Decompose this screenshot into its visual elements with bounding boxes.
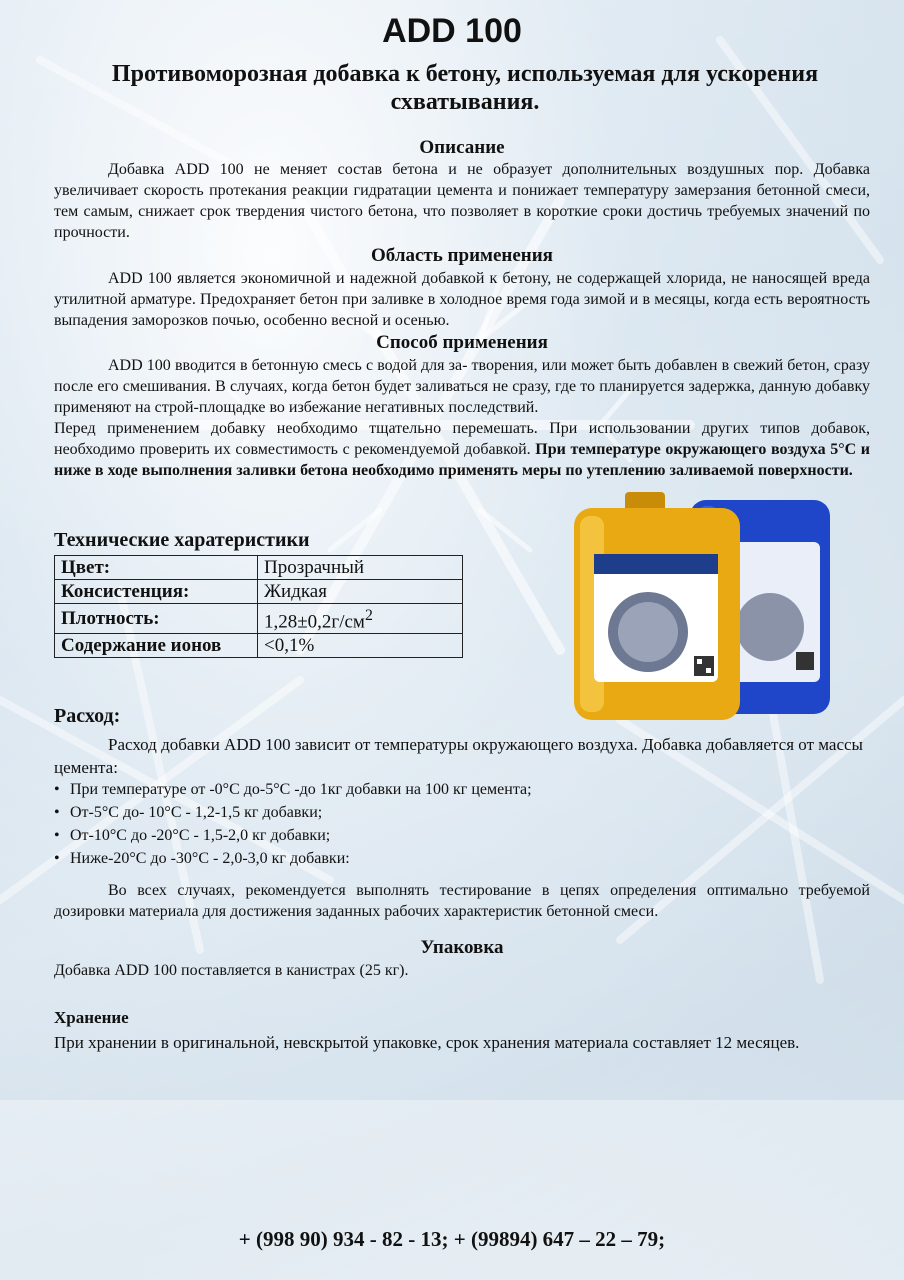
- table-row: [55, 556, 463, 580]
- method-text-1: ADD 100 вводится в бетонную смесь с водой для за- творения, или может быть добавлен в свежий бетон, сразу после его смешивания. В случаях, когда бетон будет заливаться не сразу, где то планируется задержка, данную добавку применяют на строй-площадке во избежание негативных последствий.: [54, 357, 870, 416]
- canister-yellow-image: [574, 492, 740, 720]
- method-text-2-normal: Перед применением добавку необходимо тщательно перемешать. При использовании других типов добавок, необходимо проверить их совместимость с рекомендуемой добавкой.: [54, 420, 870, 458]
- spec-key: Плотность:: [55, 604, 258, 634]
- description-text: Добавка ADD 100 не меняет состав бетона и не образует дополнительных воздушных пор. Добавка увеличивает скорость протекания реакции гидратации цемента и понижает температуру замерзания бетонной смеси, тем самым, снижает срок твердения чистого бетона, что позволяет в короткие сроки достичь требуемых значений по прочности.: [54, 161, 870, 241]
- spec-key: Консистенция:: [55, 580, 258, 604]
- list-item: • От-5°C до- 10°C - 1,2-1,5 кг добавки;: [54, 801, 532, 824]
- list-item: • При температуре от -0°C до-5°C -до 1кг добавки на 100 кг цемента;: [54, 778, 532, 801]
- description-heading: Описание: [419, 137, 505, 158]
- spec-value-text: 1,28±0,2г/см: [264, 611, 365, 633]
- specs-heading: Технические хaратеристики: [54, 529, 310, 551]
- storage-heading: Хранение: [54, 1008, 129, 1027]
- method-heading: Способ применения: [376, 332, 548, 353]
- table-row: [55, 634, 463, 658]
- page-title: ADD 100: [382, 12, 522, 50]
- page-subtitle: Противоморозная добавка к бетону, используемая для ускорения схватывания.: [111, 61, 819, 115]
- packaging-text: Добавка ADD 100 поставляется в канистрах (25 кг).: [54, 962, 409, 979]
- consumption-intro: Расход добавки ADD 100 зависит от температуры окружающего воздуха. Добавка добавляется от массы цемента:: [54, 735, 863, 777]
- packaging-heading: Упаковка: [420, 937, 504, 958]
- contact-phones: + (998 90) 934 - 82 - 13; + (99894) 647 – 22 – 79;: [238, 1227, 666, 1251]
- spec-value: Жидкая: [258, 580, 463, 604]
- consumption-heading: Расход:: [54, 705, 121, 727]
- spec-value: [258, 604, 463, 634]
- list-item: • От-10°C до -20°C - 1,5-2,0 кг добавки;: [54, 824, 532, 847]
- consumption-list: [54, 778, 532, 870]
- application-text: ADD 100 является экономичной и надежной добавкой к бетону, не содержащей хлорида, не наносящей вреда утилитной арматуре. Предохраняет бетон при заливке в холодное время года зимой и в месяцы, когда есть вероятность выпадения заморозков почью, особенно весной и осенью.: [54, 270, 870, 329]
- application-heading: Область применения: [371, 245, 553, 266]
- storage-text: При хранении в оригинальной, невскрытой упаковке, срок хранения материала составляет 12 месяцев.: [54, 1033, 800, 1052]
- spec-value: Прозрачный: [258, 556, 463, 580]
- spec-key: Содержание ионов: [55, 634, 258, 658]
- consumption-note: Во всех случаях, рекомендуется выполнять тестирование в цепях определения оптимально требуемой дозировки материала для достижения заданных рабочих характеристик бетонной смеси.: [54, 882, 870, 920]
- specs-table: [54, 555, 463, 658]
- table-row: [55, 580, 463, 604]
- spec-value-sup: 2: [364, 607, 373, 624]
- list-item: • Ниже-20°C до -30°C - 2,0-3,0 кг добавки:: [54, 847, 532, 870]
- method-text-2: [54, 418, 870, 481]
- spec-value: <0,1%: [258, 634, 463, 658]
- method-text-2-bold: При температуре окружающего воздуха 5°C и ниже в ходе выполнения заливки бетона необходимо применять меры по утеплению заливаемой поверхности.: [54, 441, 870, 479]
- table-row: [55, 604, 463, 634]
- spec-key: Цвет:: [55, 556, 258, 580]
- product-canisters-image: [570, 492, 840, 724]
